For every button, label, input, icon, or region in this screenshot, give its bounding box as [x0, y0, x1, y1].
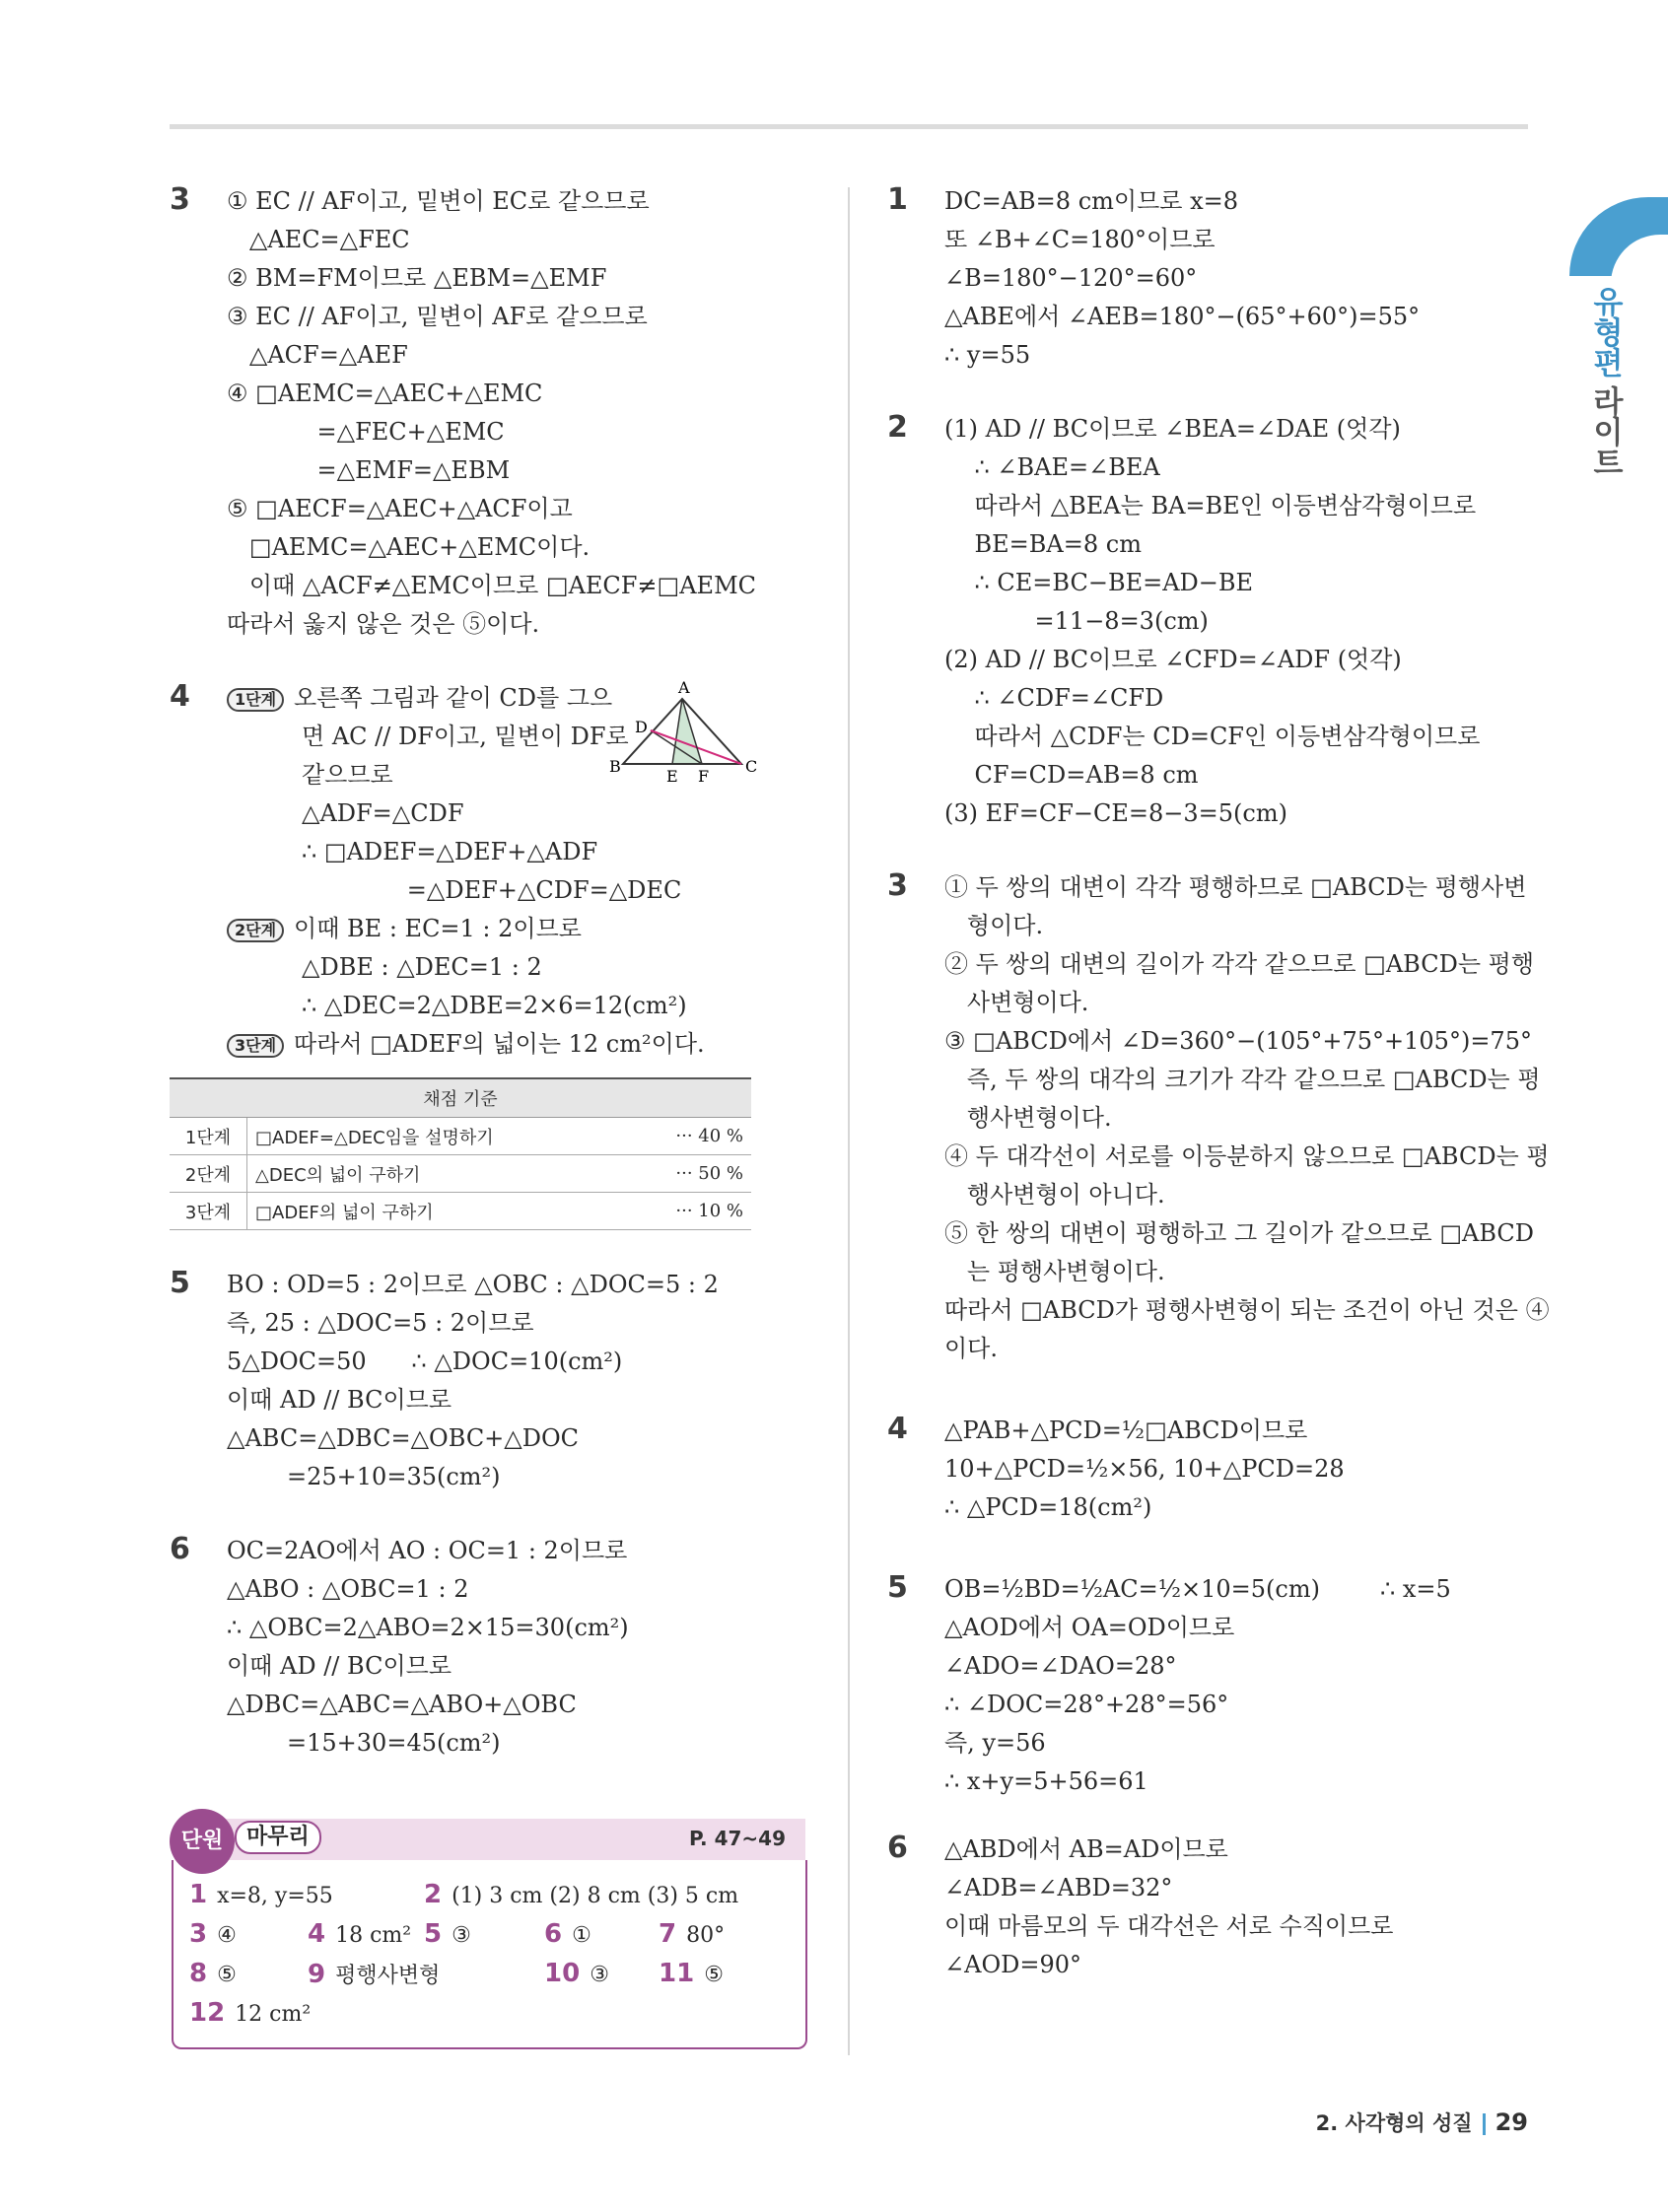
solution-line: 따라서 △CDF는 CD=CF인 이등변삼각형이므로 — [944, 723, 1481, 750]
unit-badge: 단원 — [170, 1809, 235, 1874]
solution-line: 5△DOC=50 ∴ △DOC=10(cm²) — [227, 1348, 623, 1375]
solution-line: 오른쪽 그림과 같이 CD를 그으 — [294, 684, 613, 712]
top-rule — [170, 124, 1528, 129]
side-tab-part2: 라이트 — [1587, 385, 1623, 477]
solution-line: ∠ADB=∠ABD=32° — [944, 1874, 1173, 1901]
problem-number: 5 — [170, 1266, 190, 1300]
chapter-title: 2. 사각형의 성질 — [1315, 2111, 1473, 2135]
solution-line: =11−8=3(cm) — [944, 607, 1209, 635]
solution-lines — [227, 1532, 820, 1763]
page-range: P. 47~49 — [689, 1827, 786, 1850]
solution-lines — [944, 410, 1538, 833]
solution-line: 같으므로 — [302, 761, 393, 789]
solution-lines — [227, 1266, 820, 1496]
solution-line: △ACF=△AEF — [227, 341, 408, 369]
problem-6-right — [887, 1831, 1538, 1984]
page-footer — [1316, 2108, 1528, 2137]
solution-line: ⑤ □AECF=△AEC+△ACF이고 — [227, 495, 573, 522]
solution-line: =△EMF=△EBM — [227, 456, 511, 484]
solution-lines — [944, 1570, 1538, 1801]
problem-6-left — [170, 1532, 820, 1763]
label-e: E — [666, 767, 678, 786]
problem-3-right — [887, 868, 1550, 1368]
solution-line: ③ □ABCD에서 ∠D=360°−(105°+75°+105°)=75° — [944, 1027, 1532, 1055]
table-row: 1단계 □ADEF=△DEC임을 설명하기 ··· 40 % — [170, 1118, 751, 1155]
solution-line: 즉, y=56 — [944, 1729, 1046, 1757]
solution-line: ∴ △OBC=2△ABO=2×15=30(cm²) — [227, 1614, 629, 1641]
answer-item: 1 x=8, y=55 — [189, 1880, 333, 1909]
solution-line: ∴ △PCD=18(cm²) — [944, 1493, 1152, 1521]
answer-item: 12 12 cm² — [189, 1998, 312, 2028]
solution-line: △DBC=△ABC=△ABO+△OBC — [227, 1691, 577, 1718]
problem-5-left — [170, 1266, 820, 1496]
problem-number: 3 — [170, 182, 190, 217]
solution-line: △AOD에서 OA=OD이므로 — [944, 1614, 1235, 1641]
solution-line: ② 두 쌍의 대변의 길이가 각각 같으므로 □ABCD는 평행 — [944, 950, 1535, 978]
solution-line: ∴ ∠BAE=∠BEA — [944, 453, 1160, 481]
solution-line: ∠ADO=∠DAO=28° — [944, 1652, 1177, 1680]
left-column — [170, 182, 820, 1763]
solution-line: ① EC // AF이고, 밑변이 EC로 같으므로 — [227, 187, 650, 215]
problem-number: 6 — [887, 1831, 908, 1865]
side-tab-part1: 유형편 — [1587, 286, 1623, 378]
solution-line: 따라서 □ADEF의 넓이는 12 cm²이다. — [294, 1030, 705, 1058]
solution-line: 또 ∠B+∠C=180°이므로 — [944, 226, 1216, 253]
solution-line: ⑤ 한 쌍의 대변이 평행하고 그 길이가 같으므로 □ABCD — [944, 1219, 1535, 1247]
table-row: 3단계 □ADEF의 넓이 구하기 ··· 10 % — [170, 1193, 751, 1230]
step-1-badge: 1단계 — [227, 688, 284, 712]
solution-line: ∠B=180°−120°=60° — [944, 264, 1198, 292]
problem-number: 2 — [887, 410, 908, 445]
solution-line: △ABC=△DBC=△OBC+△DOC — [227, 1424, 580, 1452]
solution-line: ② BM=FM이므로 △EBM=△EMF — [227, 264, 607, 292]
solution-line: ③ EC // AF이고, 밑변이 AF로 같으므로 — [227, 303, 648, 330]
problem-1-right — [887, 182, 1538, 375]
label-d: D — [635, 718, 648, 736]
answer-item: 3 ④ — [189, 1919, 237, 1949]
solution-line: ∴ ∠CDF=∠CFD — [944, 684, 1164, 712]
solution-line: CF=CD=AB=8 cm — [944, 761, 1199, 789]
solution-line: △ADF=△CDF — [302, 799, 464, 827]
problem-5-right — [887, 1570, 1538, 1801]
solution-line: 따라서 △BEA는 BA=BE인 이등변삼각형이므로 — [944, 492, 1477, 519]
solution-line: 는 평행사변형이다. — [944, 1258, 1165, 1285]
problem-4-left — [170, 679, 820, 1064]
answer-item: 7 80° — [659, 1919, 726, 1949]
solution-line: 이때 마름모의 두 대각선은 서로 수직이므로 — [944, 1912, 1394, 1940]
solution-line: ∴ △DEC=2△DBE=2×6=12(cm²) — [302, 992, 687, 1019]
solution-line: =△FEC+△EMC — [227, 418, 505, 446]
solution-line: (2) AD // BC이므로 ∠CFD=∠ADF (엇각) — [944, 646, 1402, 673]
solution-line: BO : OD=5 : 2이므로 △OBC : △DOC=5 : 2 — [227, 1271, 719, 1298]
label-a: A — [678, 678, 690, 697]
solution-line: (1) AD // BC이므로 ∠BEA=∠DAE (엇각) — [944, 415, 1401, 443]
solution-line: 따라서 □ABCD가 평행사변형이 되는 조건이 아닌 것은 ④ — [944, 1296, 1550, 1324]
problem-3-left — [170, 182, 820, 644]
solution-line: 이때 AD // BC이므로 — [227, 1386, 452, 1414]
answer-item: 6 ① — [544, 1919, 591, 1949]
solution-line: ∴ CE=BC−BE=AD−BE — [944, 569, 1254, 596]
answer-item: 4 18 cm² — [308, 1919, 412, 1949]
solution-lines — [227, 182, 820, 644]
solution-line: 따라서 옳지 않은 것은 ⑤이다. — [227, 610, 540, 638]
solution-line: △PAB+△PCD=½□ABCD이므로 — [944, 1417, 1308, 1444]
answer-item: 11 ⑤ — [659, 1959, 724, 1988]
solution-line: OB=½BD=½AC=½×10=5(cm) ∴ x=5 — [944, 1575, 1451, 1603]
solution-line: OC=2AO에서 AO : OC=1 : 2이므로 — [227, 1537, 628, 1564]
solution-line: (3) EF=CF−CE=8−3=5(cm) — [944, 799, 1287, 827]
solution-line: 사변형이다. — [944, 989, 1089, 1016]
solution-line: ∴ y=55 — [944, 341, 1031, 369]
triangle-figure — [603, 669, 771, 797]
answer-item: 10 ③ — [544, 1959, 609, 1988]
solution-line: ∴ □ADEF=△DEF+△ADF — [302, 838, 598, 865]
label-f: F — [698, 767, 710, 786]
solution-line: 이다. — [944, 1335, 998, 1362]
step-2-badge: 2단계 — [227, 919, 284, 942]
solution-line: 형이다. — [944, 912, 1044, 939]
solution-line: =25+10=35(cm²) — [227, 1463, 501, 1490]
review-label: 마무리 — [235, 1821, 321, 1854]
grading-criteria-table — [170, 1077, 751, 1230]
page-number: 29 — [1494, 2108, 1528, 2136]
solution-line: 이때 BE : EC=1 : 2이므로 — [294, 915, 582, 942]
table-row: 2단계 △DEC의 넓이 구하기 ··· 50 % — [170, 1155, 751, 1193]
step-3-badge: 3단계 — [227, 1034, 284, 1058]
side-tab — [1569, 197, 1668, 508]
solution-line: =15+30=45(cm²) — [227, 1729, 501, 1757]
criteria-title: 채점 기준 — [170, 1078, 751, 1118]
solution-line: △ABO : △OBC=1 : 2 — [227, 1575, 469, 1603]
solution-line: =△DEF+△CDF=△DEC — [302, 876, 682, 904]
problem-number: 4 — [887, 1412, 908, 1446]
solution-line: ∴ ∠DOC=28°+28°=56° — [944, 1691, 1229, 1718]
answer-item: 8 ⑤ — [189, 1959, 237, 1988]
solution-line: 행사변형이 아니다. — [944, 1181, 1165, 1209]
solution-line: BE=BA=8 cm — [944, 530, 1142, 558]
solution-line: △ABE에서 ∠AEB=180°−(65°+60°)=55° — [944, 303, 1421, 330]
solution-line: 즉, 25 : △DOC=5 : 2이므로 — [227, 1309, 534, 1337]
solution-line: ④ 두 대각선이 서로를 이등분하지 않으므로 □ABCD는 평 — [944, 1142, 1550, 1170]
solution-line: 이때 AD // BC이므로 — [227, 1652, 452, 1680]
problem-number: 5 — [887, 1570, 908, 1605]
solution-line: ① 두 쌍의 대변이 각각 평행하므로 □ABCD는 평행사변 — [944, 873, 1527, 901]
solution-line: 즉, 두 쌍의 대각의 크기가 각각 같으므로 □ABCD는 평 — [944, 1066, 1541, 1093]
solution-line: 이때 △ACF≠△EMC이므로 □AECF≠□AEMC — [227, 572, 757, 599]
problem-number: 1 — [887, 182, 908, 217]
problem-number: 3 — [887, 868, 908, 903]
problem-2-right — [887, 410, 1538, 833]
solution-line: DC=AB=8 cm이므로 x=8 — [944, 187, 1238, 215]
solution-lines — [944, 1831, 1538, 1984]
solution-line: 면 AC // DF이고, 밑변이 DF로 — [302, 723, 629, 750]
answer-item: 2 (1) 3 cm (2) 8 cm (3) 5 cm — [424, 1880, 739, 1909]
solution-line: 행사변형이다. — [944, 1104, 1112, 1132]
problem-4-right — [887, 1412, 1538, 1527]
solution-line: △ABD에서 AB=AD이므로 — [944, 1835, 1228, 1863]
problem-number: 6 — [170, 1532, 190, 1566]
column-divider — [848, 187, 850, 2055]
solution-lines — [944, 182, 1538, 375]
problem-number: 4 — [170, 679, 190, 714]
solution-lines — [944, 1412, 1538, 1527]
solution-line: 10+△PCD=½×56, 10+△PCD=28 — [944, 1455, 1345, 1483]
solution-line: ∴ x+y=5+56=61 — [944, 1767, 1148, 1795]
unit-review-answers — [170, 1809, 805, 2055]
answer-item: 9 평행사변형 — [308, 1960, 441, 1989]
label-b: B — [609, 757, 621, 776]
right-column — [887, 182, 1550, 1984]
solution-line: □AEMC=△AEC+△EMC이다. — [227, 533, 591, 561]
solution-line: ∠AOD=90° — [944, 1951, 1082, 1978]
solution-line: △AEC=△FEC — [227, 226, 410, 253]
solution-line: ④ □AEMC=△AEC+△EMC — [227, 380, 543, 407]
label-c: C — [745, 757, 758, 776]
solution-line: △DBE : △DEC=1 : 2 — [302, 953, 542, 981]
solution-lines — [944, 868, 1550, 1368]
answer-item: 5 ③ — [424, 1919, 471, 1949]
